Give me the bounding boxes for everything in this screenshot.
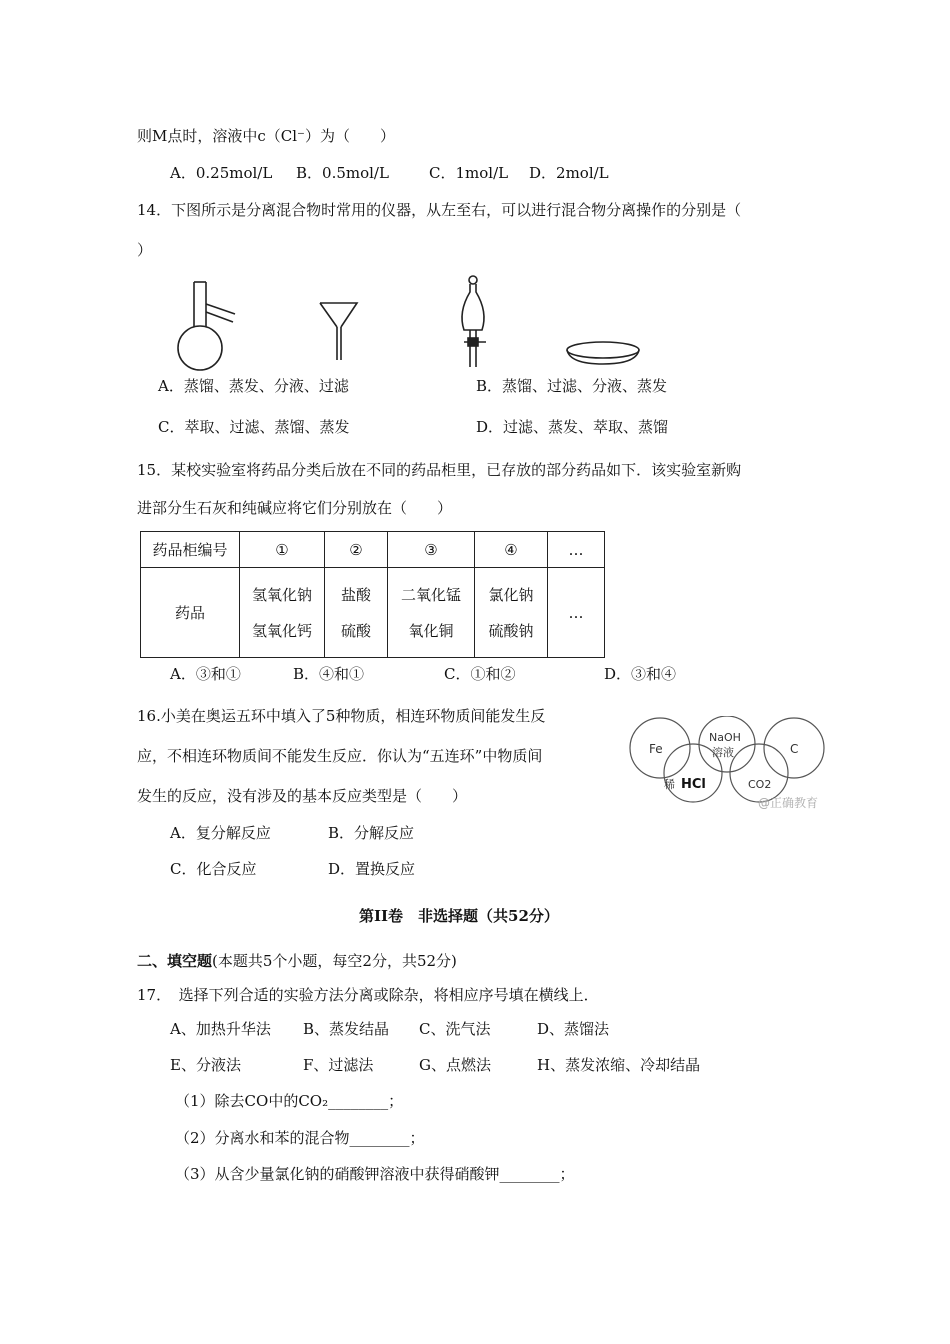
ring-label: NaOH [709, 731, 741, 744]
table-header-cell: ③ [388, 532, 475, 568]
funnel-icon [320, 303, 357, 360]
method-g: G、点燃法 [419, 1056, 491, 1074]
distillation-flask-icon [178, 282, 235, 370]
table-cell: 二氧化锰 氧化铜 [388, 568, 475, 658]
q15-option-d: D．③和④ [604, 665, 677, 683]
ring-label: CO2 [748, 778, 772, 791]
table-header-cell: … [548, 532, 605, 568]
table-header-cell: ④ [475, 532, 548, 568]
table-cell: 氯化钠 硫酸钠 [475, 568, 548, 658]
method-d: D、蒸馏法 [537, 1020, 610, 1038]
separatory-funnel-icon [462, 276, 486, 367]
part2-title: 第II卷 非选择题（共52分） [359, 907, 559, 925]
q13-option-b: B．0.5mol/L [296, 164, 389, 182]
method-b: B、蒸发结晶 [303, 1020, 390, 1038]
q16-stem-line-2: 应，不相连环物质间不能发生反应．你认为“五连环”中物质间 [137, 747, 543, 765]
q14-option-c: C．萃取、过滤、蒸馏、蒸发 [158, 418, 350, 436]
q14-option-a: A．蒸馏、蒸发、分液、过滤 [158, 377, 349, 395]
table-cell: … [548, 568, 605, 658]
q13-option-c: C．1mol/L [429, 164, 509, 182]
q14-stem-cont: ） [137, 241, 153, 259]
section-heading [137, 951, 457, 971]
section-head: 二、填空题 [137, 952, 213, 970]
table-row-label: 药品 [141, 568, 240, 658]
q14-option-b: B．蒸馏、过滤、分液、蒸发 [476, 377, 668, 395]
q17-stem: 17． 选择下列合适的实验方法分离或除杂，将相应序号填在横线上． [137, 986, 599, 1004]
table-header-cell: 药品柜编号 [141, 532, 240, 568]
table-header-cell: ② [325, 532, 388, 568]
q14-stem: 14．下图所示是分离混合物时常用的仪器，从左至右，可以进行混合物分离操作的分别是（ [137, 201, 742, 219]
q13-option-d: D．2mol/L [529, 164, 609, 182]
separation-apparatus-figure [0, 272, 950, 382]
q16-option-d: D．置换反应 [328, 860, 416, 878]
ring-label: 稀 [664, 778, 675, 791]
q15-stem: 15．某校实验室将药品分类后放在不同的药品柜里，已存放的部分药品如下．该实验室新购 [137, 461, 742, 479]
q15-option-c: C．①和② [444, 665, 516, 683]
q17-sub-3: （3）从含少量氯化钠的硝酸钾溶液中获得硝酸钾________； [175, 1165, 575, 1183]
q15-option-a: A．③和① [170, 665, 241, 683]
medicine-cabinet-table [140, 531, 605, 658]
q16-option-b: B．分解反应 [328, 824, 415, 842]
ring-label: C [790, 742, 799, 756]
method-f: F、过滤法 [303, 1056, 374, 1074]
q14-option-d: D．过滤、蒸发、萃取、蒸馏 [476, 418, 669, 436]
q17-sub-1: （1）除去CO中的CO₂________； [175, 1092, 404, 1110]
olympic-rings-figure [624, 716, 834, 816]
table-cell: 盐酸 硫酸 [325, 568, 388, 658]
table-cell: 氢氧化钠 氢氧化钙 [240, 568, 325, 658]
ring-label: HCl [681, 777, 706, 792]
q15-option-b: B．④和① [293, 665, 365, 683]
q16-stem-line-1: 16.小美在奥运五环中填入了5种物质，相连环物质间能发生反 [137, 707, 546, 725]
method-h: H、蒸发浓缩、冷却结晶 [537, 1056, 701, 1074]
q13-stem: 则M点时，溶液中c（Cl⁻）为（ ） [137, 127, 395, 145]
q16-option-a: A．复分解反应 [170, 824, 271, 842]
ring-label: Fe [649, 742, 663, 756]
table-header-cell: ① [240, 532, 325, 568]
section-note: (本题共5个小题，每空2分，共52分) [212, 952, 457, 970]
method-e: E、分液法 [170, 1056, 241, 1074]
q13-option-a: A．0.25mol/L [170, 164, 273, 182]
q16-stem-line-3: 发生的反应，没有涉及的基本反应类型是（ ） [137, 787, 468, 805]
q17-sub-2: （2）分离水和苯的混合物________； [175, 1129, 425, 1147]
evaporating-dish-icon [567, 342, 639, 364]
method-a: A、加热升华法 [170, 1020, 271, 1038]
q16-option-c: C．化合反应 [170, 860, 257, 878]
q15-stem-cont: 进部分生石灰和纯碱应将它们分别放在（ ） [137, 499, 453, 517]
ring-label: 溶液 [712, 746, 734, 759]
method-c: C、洗气法 [419, 1020, 491, 1038]
watermark: @正确教育 [758, 796, 819, 810]
